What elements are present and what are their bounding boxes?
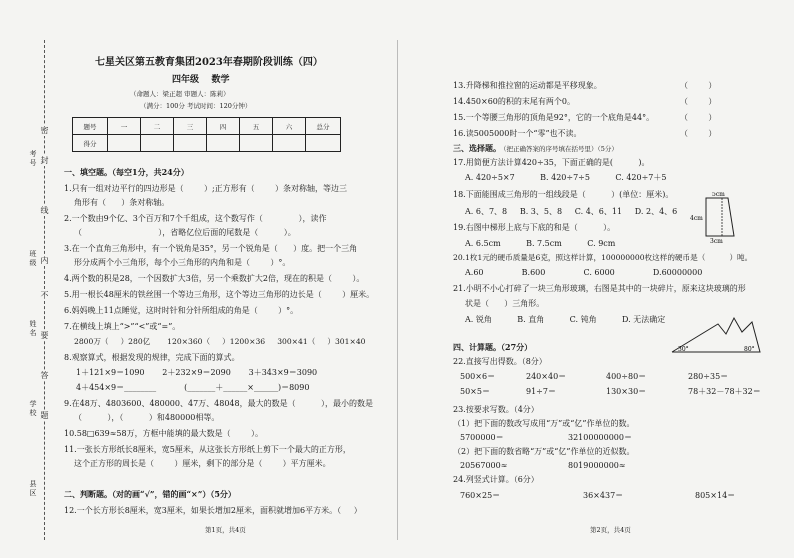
label-5cm: 5cm	[712, 192, 725, 198]
q23-part1-item: 32100000000＝	[568, 433, 632, 442]
q21-options: A. 锐角 B. 直角 C. 钝角 D. 无法确定	[465, 315, 666, 324]
fold-char: 要	[40, 331, 49, 340]
q1: 1.只有一组对边平行的四边形是（ ）;正方形有（ ）条对称轴，等边三	[64, 184, 348, 193]
score-cell[interactable]	[141, 135, 174, 152]
q11: 11.一张长方形纸长8厘米，宽5厘米，从这张长方形纸上剪下一个最大的正方形，	[64, 445, 351, 454]
q3-cont: 形分成两个小三角形，每个小三角形的内角和是（ ）°。	[74, 258, 291, 267]
q20: 20.1枚1元的硬币质量是6克，照这样计算，100000000枚这样的硬币是（ ）吨。	[453, 253, 753, 262]
section-judge-title: 二、判断题。（对的画“√”，错的画“×”）（5分）	[64, 489, 236, 499]
calc-item: 50×5＝	[460, 387, 490, 396]
page-divider	[397, 40, 398, 540]
q19: 19.右图中梯形上底与下底的和是（ ）。	[453, 223, 616, 232]
calc-item: 240×40＝	[526, 372, 567, 381]
q15: 15.一个等腰三角形的顶角是92°，它的一个底角是44°。	[453, 113, 655, 122]
glass-shard-figure	[668, 312, 764, 356]
q12: 12.一个长方形长8厘米，宽3厘米，如果长增加2厘米，面积就增加6平方米。（ ）	[64, 506, 362, 515]
q18: 18.下面能围成三角形的一组线段是（ ）(单位：厘米)。	[453, 190, 674, 199]
exam-subtitle: 四年级 数学	[172, 75, 230, 85]
page-footer-right: 第2页，共4页	[590, 526, 631, 534]
q16: 16.读5005000时一个“零”也不读。	[453, 129, 582, 138]
q11-cont: 这个正方形的周长是（ ）厘米，剩下的部分是（ ）平方厘米。	[74, 459, 331, 468]
q8: 8.观察算式，根据发现的规律，完成下面的算式。	[64, 353, 240, 362]
score-cell[interactable]	[108, 135, 141, 152]
q23-part2: （2）把下面的数省略“万”或“亿”作单位的近似数。	[453, 447, 635, 456]
q19-options: A. 6.5cm B. 7.5cm C. 9cm	[465, 239, 616, 248]
label-4cm: 4cm	[690, 215, 703, 222]
calc-item: 760×25＝	[460, 491, 501, 500]
calc-item: 91÷7＝	[526, 387, 556, 396]
q5: 5.用一根长48厘米的铁丝围一个等边三角形，这个等边三角形的边长是（ ）厘米。	[64, 290, 375, 299]
judge-paren: （ ）	[680, 113, 717, 122]
section-choice-title: 三、选择题。	[453, 143, 501, 153]
score-cell[interactable]	[273, 135, 306, 152]
label-name: 姓名	[29, 320, 37, 337]
fold-char: 题	[40, 411, 49, 420]
calc-item: 400÷80＝	[606, 372, 647, 381]
fold-char: 内	[40, 256, 49, 265]
score-row-header: 题号 一 二 三 四 五 六 总分	[73, 118, 341, 135]
calc-item: 130×30＝	[606, 387, 647, 396]
exam-title: 七星关区第五教育集团2023年春期阶段训练（四）	[95, 57, 323, 68]
section-fill-title: 一、填空题。（每空1分，共24分）	[64, 167, 189, 177]
q2-cont: （ ），省略亿位后面的尾数是（ ）。	[74, 228, 296, 237]
calc-item: 805×14＝	[695, 491, 736, 500]
score-row-points: 得分	[73, 135, 341, 152]
section-choice-note: （把正确答案的序号填在括号里）（5分）	[500, 145, 618, 153]
q17-options: A. 420÷5×7 B. 420÷7÷5 C. 420÷7＋5	[465, 173, 667, 182]
q8-pattern: 1＋121×9＝1090 2＋232×9＝2090 3＋343×9＝3090	[76, 368, 318, 377]
judge-paren: （ ）	[680, 129, 717, 138]
label-80deg: 80°	[744, 346, 755, 353]
calc-item: 78＋32－78＋32＝	[688, 387, 761, 396]
q23-part2-item: 8019000000≈	[568, 461, 626, 470]
q17: 17.用简便方法计算420÷35，下面正确的是( )。	[453, 158, 650, 167]
exam-score-time: （满分：100分 考试时间：120分钟）	[140, 102, 252, 110]
q9-cont: （ ），（ ）和480000相等。	[74, 413, 220, 422]
section-calc-title: 四、计算题。（27分）	[453, 342, 533, 352]
q7: 7.在横线上填上“>”“<”或“=”。	[64, 322, 181, 331]
label-class: 班级	[29, 250, 37, 267]
label-30deg: 30°	[678, 346, 689, 353]
q2: 2.一个数由9个亿、3个百万和7个千组成，这个数写作（ ），读作	[64, 214, 327, 223]
score-cell[interactable]	[306, 135, 341, 152]
q20-options: A.60 B.600 C. 6000 D.60000000	[465, 268, 703, 277]
q3: 3.在一个直角三角形中，有一个锐角是35°，另一个锐角是（ ）度。把一个三角	[64, 244, 358, 253]
q6: 6.妈妈晚上11点睡觉，这时时针和分针所组成的角是（ ）°。	[64, 306, 299, 315]
fold-char: 线	[40, 206, 49, 215]
calc-item: 500×6＝	[460, 372, 496, 381]
binding-margin	[0, 0, 48, 558]
score-cell[interactable]	[207, 135, 240, 152]
q23-part1-item: 5700000＝	[460, 433, 504, 442]
calc-item: 280÷35＝	[688, 372, 729, 381]
judge-paren: （ ）	[680, 97, 717, 106]
q10: 10.58□639≈58万，方框中能填的最大数是（ ）。	[64, 429, 263, 438]
label-school: 学校	[29, 400, 37, 417]
page-footer-left: 第1页，共4页	[205, 526, 246, 534]
q23-part1: （1）把下面的数改写成用“万”或“亿”作单位的数。	[453, 419, 635, 428]
q24: 24.列竖式计算。（6分）	[453, 475, 539, 484]
label-exam-no: 考号	[29, 150, 37, 167]
fold-char: 答	[40, 371, 49, 380]
q23-part2-item: 20567000≈	[460, 461, 508, 470]
label-3cm: 3cm	[710, 238, 723, 244]
q14: 14.450×60的积的末尾有两个0。	[453, 97, 575, 106]
q23: 23.按要求写数。（4分）	[453, 405, 539, 414]
q18-options: A. 6、7、8 B. 3、5、8 C. 4、6、11 D. 2、4、6	[465, 207, 678, 216]
score-cell[interactable]	[174, 135, 207, 152]
fold-char: 封	[40, 156, 49, 165]
q21-cont: 状是（ ）三角形。	[465, 299, 545, 308]
q22: 22.直接写出得数。（8分）	[453, 357, 547, 366]
q1-cont: 角形有（ ）条对称轴。	[74, 198, 170, 207]
q13: 13.升降梯和推拉窗的运动都是平移现象。	[453, 81, 602, 90]
exam-authors: （命题人：梁正超 审题人：陈莉）	[130, 90, 230, 98]
trapezoid-figure	[690, 192, 740, 244]
label-county: 县区	[29, 480, 37, 497]
calc-item: 36×437＝	[583, 491, 624, 500]
fold-char: 密	[40, 126, 49, 135]
q21: 21.小明不小心打碎了一块三角形玻璃，右图是其中的一块碎片，原来这块玻璃的形	[453, 284, 746, 293]
score-table	[72, 117, 341, 152]
judge-paren: （ ）	[680, 81, 717, 90]
q9: 9.在48万、4803600、480000、47万、48048，最大的数是（ ），最小的数是	[64, 399, 374, 408]
q8-fill: 4＋454×9＝________ (_______＋______×______)＝8090	[76, 383, 310, 392]
score-cell[interactable]	[240, 135, 273, 152]
q7-compare: 2800万（ ）280亿 120×360（ ）1200×36 300×41（ ）301×40	[74, 337, 366, 346]
q4: 4.两个数的积是28，一个因数扩大3倍，另一个乘数扩大2倍，现在的积是（ ）。	[64, 274, 365, 283]
fold-char: 不	[40, 291, 49, 300]
